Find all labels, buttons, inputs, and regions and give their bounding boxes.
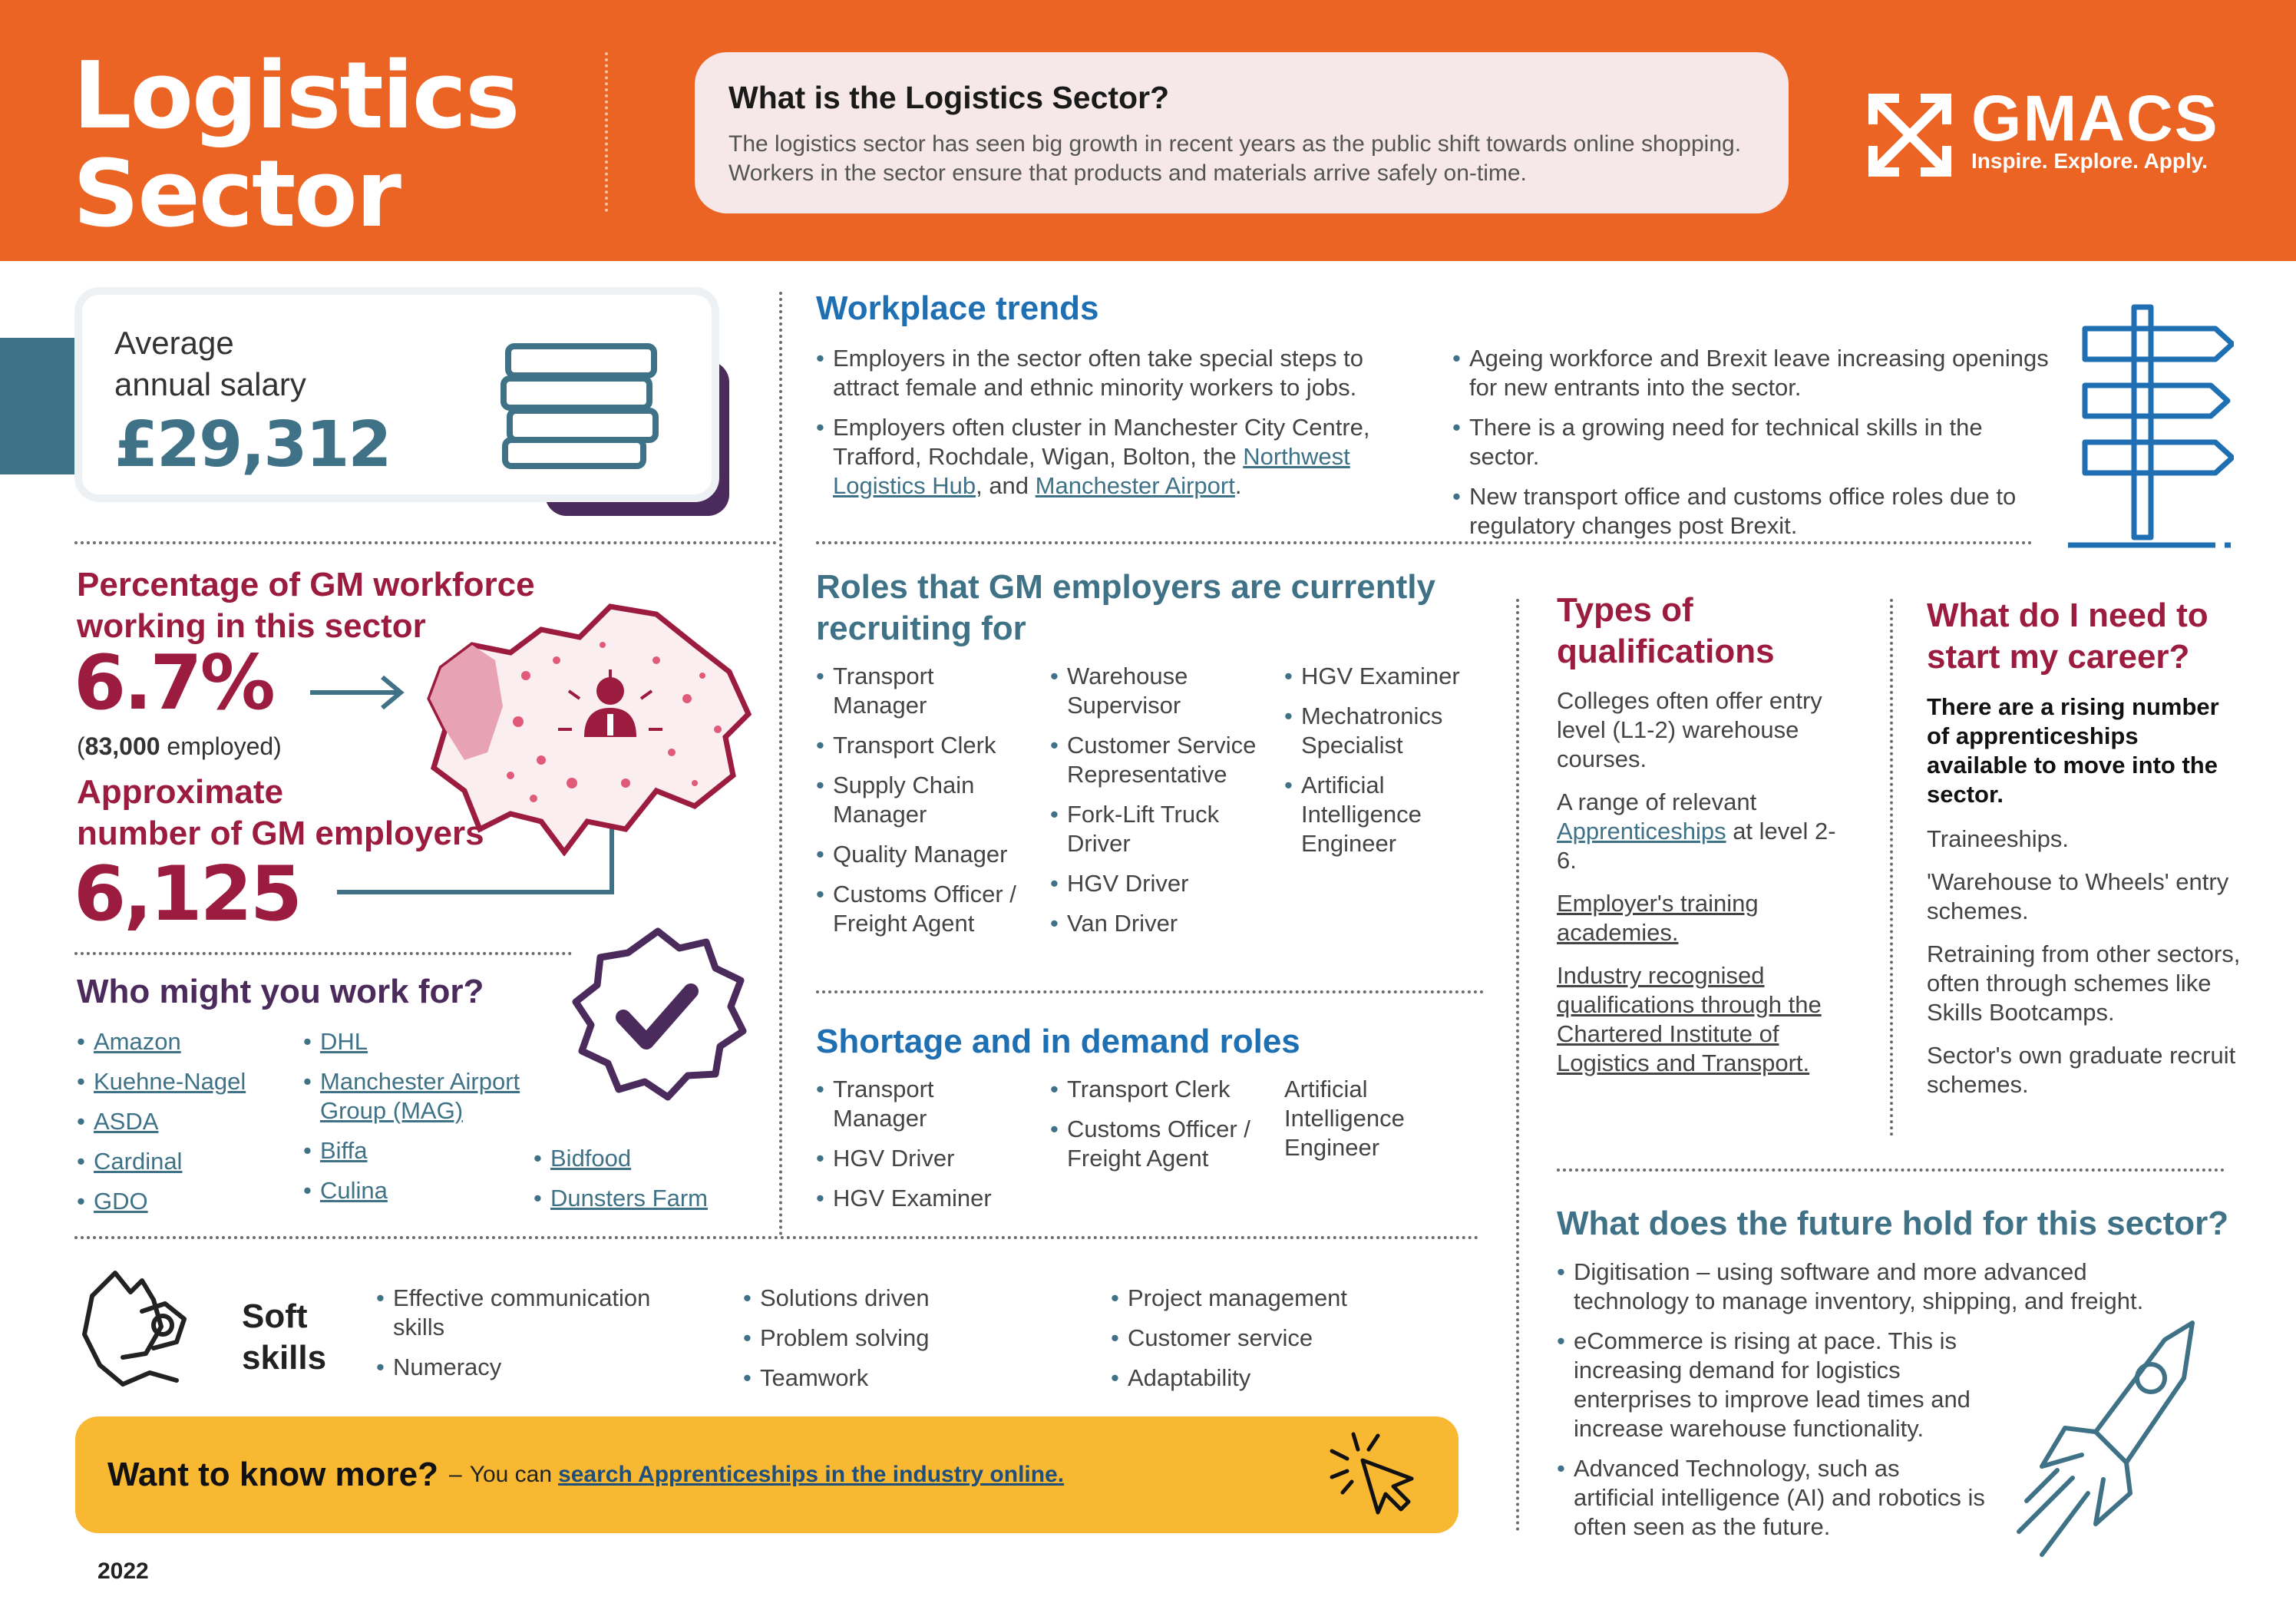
career-heading <box>1927 595 2208 678</box>
trend-item: • Ageing workforce and Brexit leave increasing openings for new entrants into the sector. <box>1452 344 2059 402</box>
header-divider <box>605 52 608 212</box>
role-item: • Customs Officer / Freight Agent <box>816 880 1023 938</box>
salary-value: £29,312 <box>114 408 391 481</box>
role-item: • HGV Examiner <box>1284 662 1484 691</box>
career-item: Retraining from other sectors, often through schemes like Skills Bootcamps. <box>1927 940 2241 1026</box>
roles-list-2 <box>1050 662 1257 949</box>
role-item: • Van Driver <box>1050 909 1257 938</box>
role-item: • Supply Chain Manager <box>816 771 1023 829</box>
employer-link[interactable]: • ASDA <box>77 1107 292 1136</box>
career-heading-1: What do I need to <box>1927 597 2208 634</box>
soft-skills-list-2 <box>743 1284 1050 1403</box>
future-item: • eCommerce is rising at pace. This is increasing demand for logistics enterprises to improve lead times and increase warehouse functionality. <box>1557 1327 1987 1443</box>
cta-text: You can <box>469 1462 553 1487</box>
role-item: • Customer Service Representative <box>1050 731 1257 789</box>
salary-label-2: annual salary <box>114 366 306 402</box>
role-item: • HGV Driver <box>1050 869 1257 898</box>
soft-skill-item: • Teamwork <box>743 1364 1050 1393</box>
shortage-list-1 <box>816 1075 1023 1224</box>
roles-list-3 <box>1284 662 1484 869</box>
apprenticeships-link[interactable]: Apprenticeships <box>1557 818 1726 845</box>
divider <box>816 990 1484 993</box>
page-title <box>73 43 519 248</box>
salary-label-1: Average <box>114 325 234 361</box>
divider <box>1516 599 1519 1532</box>
what-is-title: What is the Logistics Sector? <box>728 80 1170 115</box>
employed-close: employed) <box>160 732 282 760</box>
employer-link[interactable]: • Amazon <box>77 1027 292 1056</box>
soft-skill-item: • Customer service <box>1111 1324 1456 1353</box>
soft-skill-item: • Project management <box>1111 1284 1456 1313</box>
shortage-item: • Transport Manager <box>816 1075 1023 1133</box>
qualifications-list <box>1557 686 1848 1078</box>
employer-link[interactable]: • DHL <box>303 1027 549 1056</box>
role-item: • Warehouse Supervisor <box>1050 662 1257 720</box>
cta-dash: – <box>449 1462 462 1487</box>
career-item: Sector's own graduate recruit schemes. <box>1927 1042 2236 1098</box>
future-item: • Digitisation – using software and more advanced technology to manage inventory, shipping, and freight. <box>1557 1258 2194 1316</box>
shortage-list-2 <box>1050 1075 1273 1184</box>
divider <box>74 952 572 955</box>
trend-item: • Employers in the sector often take special steps to attract female and ethnic minority workers to jobs. <box>816 344 1411 402</box>
what-is-text: The logistics sector has seen big growth in recent years as the public shift towards online shopping. Workers in the sector ensure that products and materials arrive safely on-time. <box>728 131 1742 186</box>
cta-banner <box>75 1416 1459 1533</box>
qualification-item: A range of relevant Apprenticeships at level 2-6. <box>1557 788 1836 874</box>
shortage-item: • Transport Clerk <box>1050 1075 1273 1104</box>
gmacs-logo-icon <box>1867 92 1953 178</box>
shortage-item: Artificial Intelligence Engineer <box>1284 1076 1405 1161</box>
soft-skills-heading-1: Soft <box>242 1297 308 1335</box>
workforce-heading-1: Percentage of GM workforce <box>77 566 535 603</box>
qualifications-heading-1: Types of <box>1557 591 1693 629</box>
roles-heading: Roles that GM employers are currently recruiting for <box>816 568 1435 647</box>
divider <box>74 1236 1479 1239</box>
employer-link[interactable]: • Culina <box>303 1176 549 1205</box>
employer-link[interactable]: • Biffa <box>303 1136 549 1165</box>
logo-tagline: Inspire. Explore. Apply. <box>1971 149 2208 173</box>
manchester-airport-link[interactable]: Manchester Airport <box>1035 472 1235 499</box>
employer-list-1 <box>77 1027 292 1227</box>
trend-item: • There is a growing need for technical skills in the sector. <box>1452 413 2059 471</box>
employers-count: 6,125 <box>74 851 300 938</box>
shortage-item: • HGV Driver <box>816 1144 1023 1173</box>
role-item: • Quality Manager <box>816 840 1023 869</box>
trend-item: • New transport office and customs office roles due to regulatory changes post Brexit. <box>1452 482 2059 540</box>
accent-bar <box>0 338 74 474</box>
employers-heading-2: number of GM employers <box>77 815 484 852</box>
employer-link[interactable]: • Manchester Airport Group (MAG) <box>303 1067 549 1126</box>
soft-skill-item: • Effective communication skills <box>376 1284 699 1342</box>
soft-skill-item: • Numeracy <box>376 1353 699 1382</box>
role-item: • Mechatronics Specialist <box>1284 702 1484 760</box>
role-item: • Transport Clerk <box>816 731 1023 760</box>
qualification-item: Colleges often offer entry level (L1-2) warehouse courses. <box>1557 687 1822 772</box>
soft-skills-heading <box>242 1296 326 1379</box>
career-intro: There are a rising number of apprenticeships available to move into the sector. <box>1927 693 2219 808</box>
divider <box>1890 599 1893 1136</box>
rocket-icon <box>2011 1317 2203 1562</box>
divider <box>779 292 782 1236</box>
career-item: 'Warehouse to Wheels' entry schemes. <box>1927 868 2229 924</box>
title-line-2: Sector <box>73 141 400 248</box>
future-heading: What does the future hold for this sector? <box>1557 1205 2229 1242</box>
trends-list-right <box>1452 344 2059 551</box>
role-item: • Transport Manager <box>816 662 1023 720</box>
employer-list-2 <box>303 1027 549 1216</box>
employer-link[interactable]: • Bidfood <box>534 1144 756 1173</box>
soft-skill-item: • Adaptability <box>1111 1364 1456 1393</box>
employer-link[interactable]: • Cardinal <box>77 1147 292 1176</box>
hand-gear-icon <box>77 1265 192 1392</box>
divider <box>74 541 777 544</box>
divider <box>1557 1168 2225 1172</box>
workforce-heading-2: working in this sector <box>77 607 426 645</box>
soft-skill-item: • Problem solving <box>743 1324 1050 1353</box>
role-item: • Fork-Lift Truck Driver <box>1050 800 1257 858</box>
signpost-icon <box>2065 299 2234 553</box>
trend-item: • Employers often cluster in Manchester City Centre, Trafford, Rochdale, Wigan, Bolton, the Northwest Logistics Hub, and Manchester Airport. <box>816 413 1411 501</box>
soft-skills-list-1 <box>376 1284 699 1393</box>
career-heading-2: start my career? <box>1927 638 2190 676</box>
cta-heading: Want to know more? <box>107 1456 439 1493</box>
workforce-percent: 6.7% <box>74 640 273 727</box>
money-stack-icon <box>499 342 660 471</box>
shortage-item: • Customs Officer / Freight Agent <box>1050 1115 1273 1173</box>
divider <box>816 541 2033 544</box>
shortage-heading: Shortage and in demand roles <box>816 1023 1300 1060</box>
title-line-1: Logistics <box>73 43 519 150</box>
trends-list-left <box>816 344 1411 511</box>
employer-link[interactable]: • Kuehne-Nagel <box>77 1067 292 1096</box>
training-academies-link[interactable]: Employer's training academies. <box>1557 890 1759 946</box>
employers-heading-1: Approximate <box>77 773 283 811</box>
verified-badge-icon <box>568 925 748 1106</box>
shortage-item: • HGV Examiner <box>816 1184 1023 1213</box>
career-item: Traineeships. <box>1927 825 2069 852</box>
workplace-trends-heading: Workplace trends <box>816 289 1099 327</box>
employed-open: ( <box>77 732 85 760</box>
soft-skills-list-3 <box>1111 1284 1456 1403</box>
soft-skill-item: • Solutions driven <box>743 1284 1050 1313</box>
qualifications-heading <box>1557 590 1775 673</box>
qualifications-heading-2: qualifications <box>1557 633 1775 670</box>
who-work-for-heading: Who might you work for? <box>77 973 484 1010</box>
role-item: • Artificial Intelligence Engineer <box>1284 771 1484 858</box>
employer-link[interactable]: • GDO <box>77 1187 292 1216</box>
click-cursor-icon <box>1324 1428 1420 1520</box>
search-apprenticeships-link[interactable]: search Apprenticeships in the industry online. <box>558 1462 1065 1487</box>
arrow-right-icon <box>307 668 407 714</box>
future-item: • Advanced Technology, such as artificial intelligence (AI) and robotics is often seen as the future. <box>1557 1454 1987 1542</box>
northwest-hub-link[interactable]: Northwest Logistics Hub <box>833 443 1350 499</box>
cilt-qualifications-link[interactable]: Industry recognised qualifications through the Chartered Institute of Logistics and Transport. <box>1557 962 1822 1076</box>
employer-link[interactable]: • Dunsters Farm <box>534 1184 756 1213</box>
career-list <box>1927 693 2241 1099</box>
greater-manchester-map-icon <box>426 599 752 856</box>
roles-list-1 <box>816 662 1023 949</box>
footer-year: 2022 <box>97 1559 149 1584</box>
soft-skills-heading-2: skills <box>242 1339 327 1377</box>
logo-name: GMACS <box>1971 82 2219 154</box>
employed-count: 83,000 <box>84 732 160 760</box>
employed-note <box>77 732 282 761</box>
employer-list-3 <box>534 1144 756 1224</box>
what-is-box <box>695 52 1789 213</box>
